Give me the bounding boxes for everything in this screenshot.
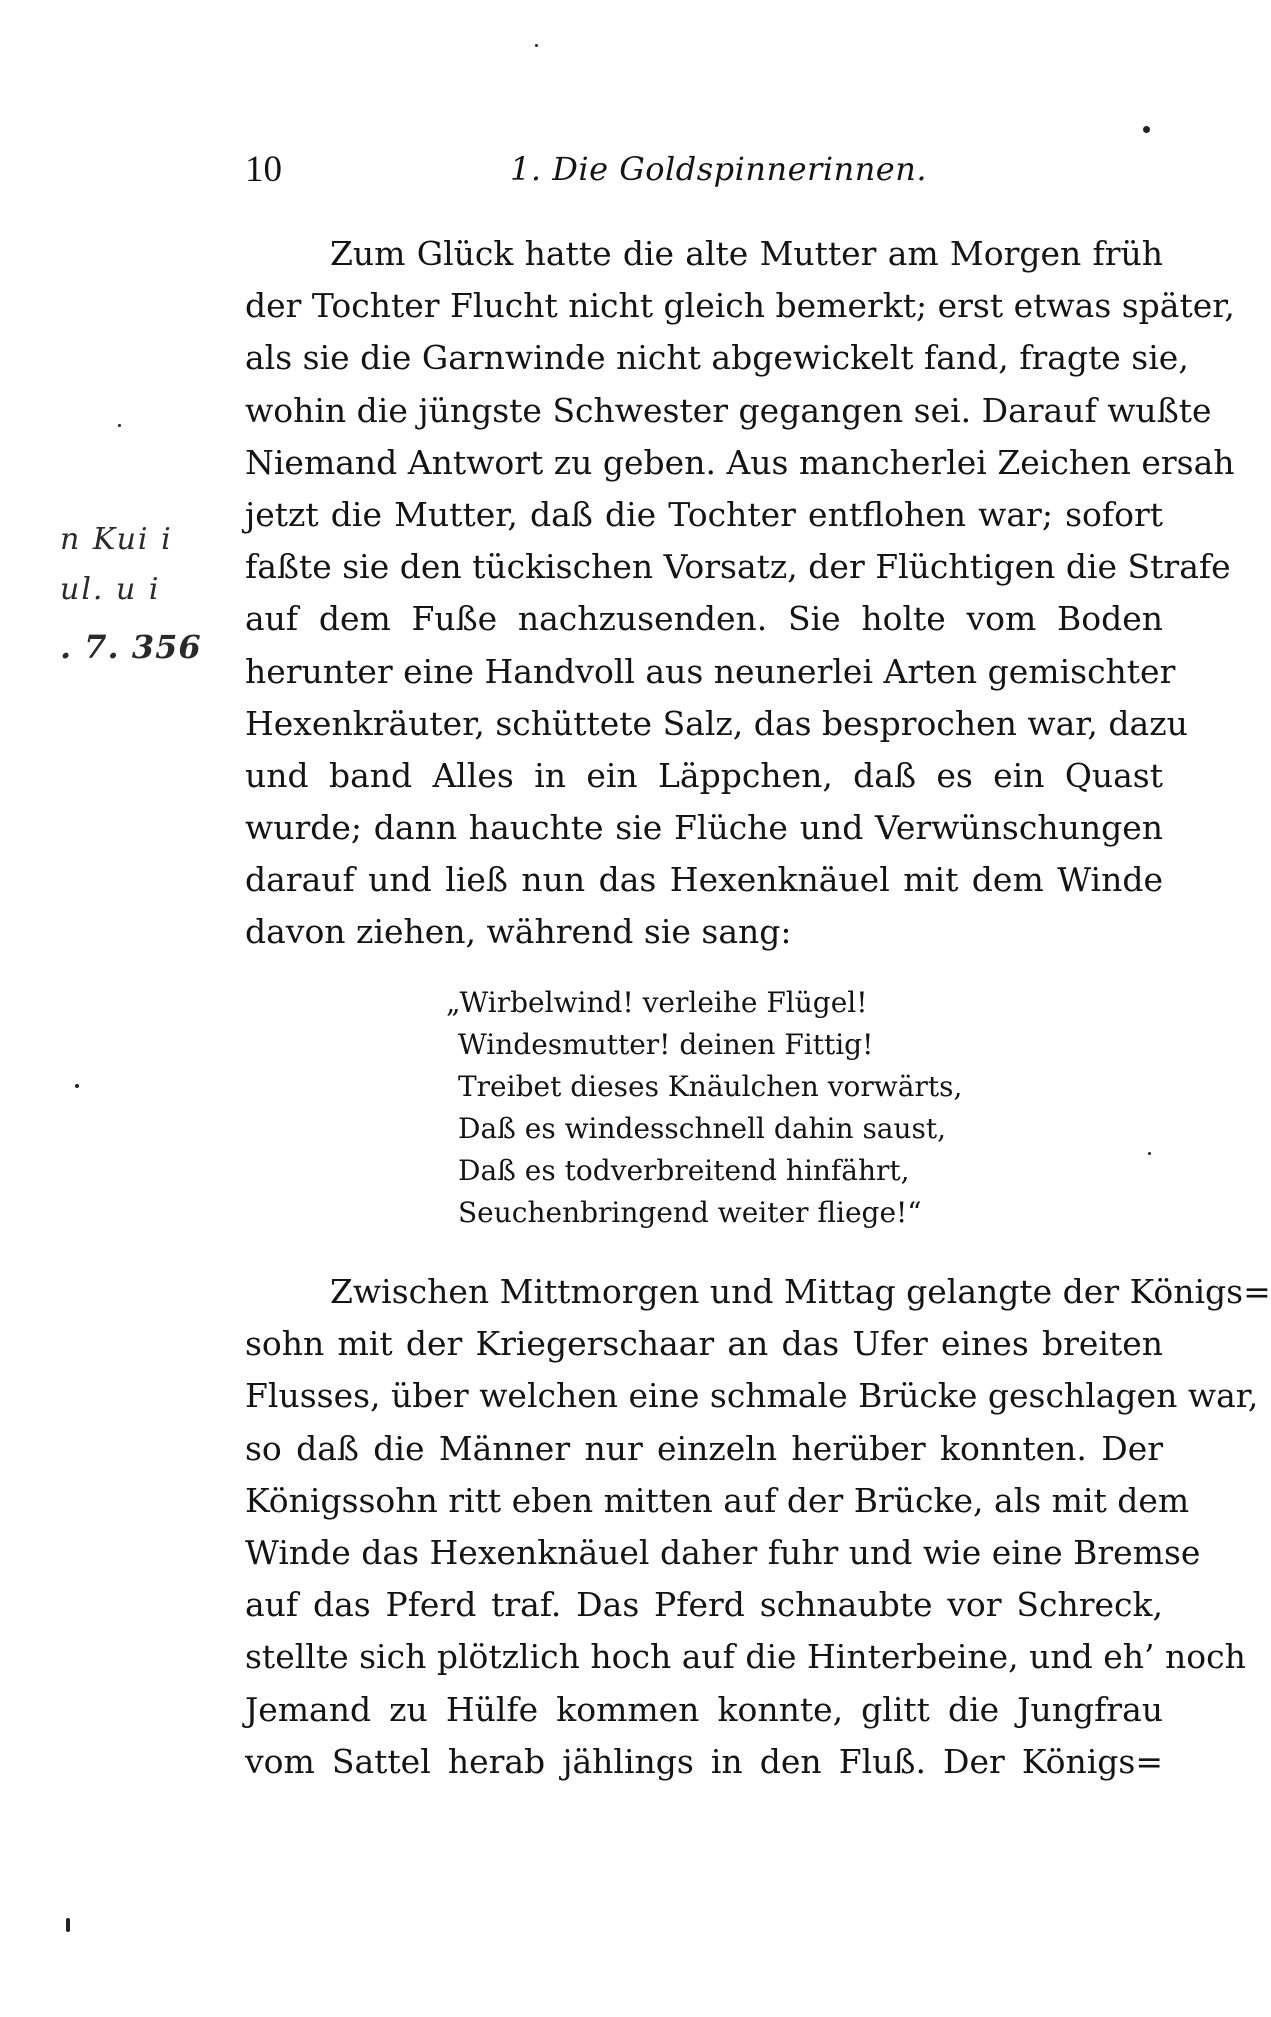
- paragraph-1: [245, 228, 1235, 959]
- text-line: Flusses, über welchen eine schmale Brücke geschlagen war,: [245, 1376, 1259, 1416]
- text-line: so daß die Männer nur einzeln herüber konnten. Der: [245, 1428, 1163, 1468]
- text-line: vom Sattel herab jählings in den Fluß. Der Königs=: [245, 1741, 1163, 1781]
- text-line: faßte sie den tückischen Vorsatz, der Flüchtigen die Strafe: [245, 547, 1231, 587]
- text-line: Jemand zu Hülfe kommen konnte, glitt die Jungfrau: [245, 1689, 1163, 1729]
- text-line: herunter eine Handvoll aus neunerlei Arten gemischter: [245, 651, 1176, 691]
- handwritten-margin-note: n Kui i: [60, 522, 173, 557]
- text-line: wohin die jüngste Schwester gegangen sei. Darauf wußte: [245, 390, 1212, 430]
- ink-speck: [1143, 126, 1150, 133]
- text-line: als sie die Garnwinde nicht abgewickelt fand, fragte sie,: [245, 338, 1189, 378]
- verse-stanza: [446, 982, 1018, 1234]
- text-line: Hexenkräuter, schüttete Salz, das besprochen war, dazu: [245, 703, 1188, 743]
- page-number: 10: [245, 149, 282, 190]
- text-line: Winde das Hexenknäuel daher fuhr und wie eine Bremse: [245, 1532, 1201, 1572]
- text-line: der Tochter Flucht nicht gleich bemerkt; erst etwas später,: [245, 286, 1235, 326]
- ink-speck: [66, 1918, 70, 1932]
- verse-line: Windesmutter! deinen Fittig!: [458, 1028, 874, 1061]
- text-line: Niemand Antwort zu geben. Aus mancherlei Zeichen ersah: [245, 442, 1235, 482]
- text-line: Zwischen Mittmorgen und Mittag gelangte der Königs=: [330, 1272, 1271, 1311]
- handwritten-margin-note: . 7. 356: [60, 628, 202, 666]
- ink-speck: [75, 1084, 79, 1088]
- text-line: sohn mit der Kriegerschaar an das Ufer eines breiten: [245, 1324, 1163, 1364]
- paragraph-2: [245, 1266, 1271, 1788]
- text-line: Zum Glück hatte die alte Mutter am Morgen früh: [330, 234, 1163, 273]
- ink-speck: [118, 424, 121, 427]
- verse-line: „Wirbelwind! verleihe Flügel!: [446, 986, 868, 1019]
- text-line: und band Alles in ein Läppchen, daß es ein Quast: [245, 755, 1163, 795]
- text-line: Königssohn ritt eben mitten auf der Brücke, als mit dem: [245, 1480, 1190, 1520]
- verse-line: Daß es windesschnell dahin saust,: [458, 1112, 947, 1145]
- ink-speck: [535, 44, 538, 47]
- text-line: wurde; dann hauchte sie Flüche und Verwünschungen: [245, 808, 1163, 848]
- text-line: darauf und ließ nun das Hexenknäuel mit dem Winde: [245, 860, 1163, 900]
- text-line: stellte sich plötzlich hoch auf die Hinterbeine, und eh’ noch: [245, 1637, 1246, 1677]
- ink-speck: [1148, 1152, 1151, 1155]
- text-line: davon ziehen, während sie sang:: [245, 912, 792, 952]
- text-line: auf das Pferd traf. Das Pferd schnaubte vor Schreck,: [245, 1585, 1163, 1625]
- verse-line: Daß es todverbreitend hinfährt,: [458, 1154, 910, 1187]
- running-title: 1. Die Goldspinnerinnen.: [510, 150, 928, 188]
- text-line: jetzt die Mutter, daß die Tochter entflohen war; sofort: [245, 494, 1163, 534]
- handwritten-margin-note: ul. u i: [60, 572, 161, 607]
- verse-line: Seuchenbringend weiter fliege!“: [458, 1196, 922, 1229]
- text-line: auf dem Fuße nachzusenden. Sie holte vom Boden: [245, 599, 1163, 639]
- page-header: [245, 148, 1165, 198]
- verse-line: Treibet dieses Knäulchen vorwärts,: [458, 1070, 963, 1103]
